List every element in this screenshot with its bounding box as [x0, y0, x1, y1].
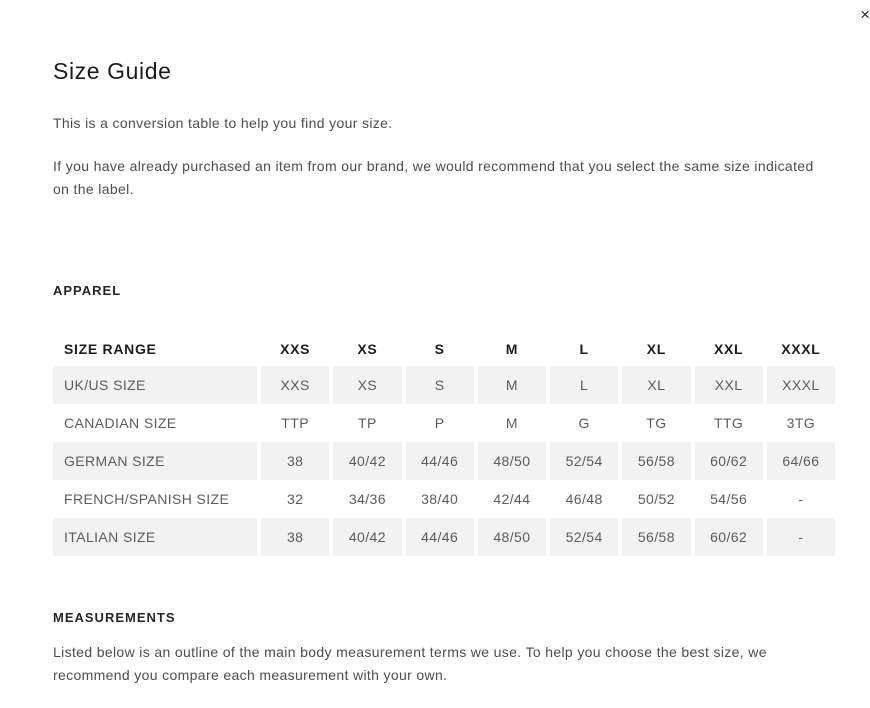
size-value-cell: 40/42	[333, 518, 401, 556]
measurements-paragraph: Listed below is an outline of the main body measurement terms we use. To help you choose the best size, we recommend you compare each measurement with your own.	[53, 644, 767, 683]
row-label: GERMAN SIZE	[53, 442, 257, 480]
size-value-cell: TTP	[281, 415, 309, 431]
size-value-cell: 44/46	[406, 518, 474, 556]
size-table-body	[53, 366, 835, 556]
size-value-cell: XXL	[695, 366, 763, 404]
intro-paragraph-1: This is a conversion table to help you find your size.	[53, 115, 393, 131]
size-table-header-cell: M	[505, 341, 519, 357]
table-row	[53, 480, 835, 518]
size-value-cell: 60/62	[695, 442, 763, 480]
size-table-header-cell: L	[579, 341, 589, 357]
size-value-cell: 56/58	[622, 518, 690, 556]
page-title: Size Guide	[53, 58, 172, 84]
size-value-cell: TG	[646, 415, 667, 431]
table-row	[53, 366, 835, 404]
apparel-section-heading: APPAREL	[53, 283, 122, 298]
size-value-cell: 56/58	[622, 442, 690, 480]
size-value-cell: 34/36	[348, 491, 386, 507]
size-value-cell: 3TG	[786, 415, 816, 431]
row-label: CANADIAN SIZE	[64, 415, 177, 431]
size-value-cell: 38/40	[421, 491, 459, 507]
size-value-cell: 52/54	[550, 518, 618, 556]
size-value-cell: XXXL	[767, 366, 835, 404]
size-value-cell: 48/50	[478, 442, 546, 480]
size-value-cell: 32	[286, 491, 304, 507]
size-table-header-cell: XS	[357, 341, 378, 357]
size-value-cell: M	[478, 366, 546, 404]
intro-paragraph-2: If you have already purchased an item from our brand, we would recommend that you select the same size indicated on the label.	[53, 158, 814, 197]
size-table-header-cell: XXXL	[781, 341, 821, 357]
row-label: UK/US SIZE	[53, 366, 257, 404]
size-value-cell: S	[406, 366, 474, 404]
size-value-cell: 60/62	[695, 518, 763, 556]
size-conversion-table	[53, 332, 835, 556]
size-value-cell: 50/52	[637, 491, 675, 507]
size-value-cell: XS	[333, 366, 401, 404]
table-row	[53, 404, 835, 442]
size-value-cell: P	[434, 415, 445, 431]
row-label: ITALIAN SIZE	[53, 518, 257, 556]
size-value-cell: 42/44	[493, 491, 531, 507]
row-label: FRENCH/SPANISH SIZE	[64, 491, 230, 507]
size-table-header-cell: XXL	[713, 341, 744, 357]
size-value-cell: 64/66	[767, 442, 835, 480]
size-value-cell: 40/42	[333, 442, 401, 480]
size-value-cell: M	[505, 415, 518, 431]
close-icon[interactable]: ×	[860, 5, 870, 24]
table-row	[53, 518, 835, 556]
size-value-cell: 48/50	[478, 518, 546, 556]
size-value-cell: XXS	[261, 366, 329, 404]
size-value-cell: 44/46	[406, 442, 474, 480]
size-value-cell: TP	[358, 415, 377, 431]
size-table-header-row	[53, 332, 835, 366]
size-value-cell: 38	[261, 518, 329, 556]
size-table-header-cell: S	[434, 341, 445, 357]
size-table-header-cell: XXS	[280, 341, 311, 357]
size-value-cell: TTG	[714, 415, 744, 431]
table-row	[53, 442, 835, 480]
size-value-cell: 52/54	[550, 442, 618, 480]
size-value-cell: G	[578, 415, 590, 431]
size-table-header-label: SIZE RANGE	[64, 341, 157, 357]
size-value-cell: XL	[622, 366, 690, 404]
size-table-header-cell: XL	[646, 341, 667, 357]
size-value-cell: 38	[261, 442, 329, 480]
measurements-section-heading: MEASUREMENTS	[53, 610, 176, 625]
size-value-cell: 54/56	[710, 491, 748, 507]
size-value-cell: -	[767, 518, 835, 556]
size-value-cell: L	[550, 366, 618, 404]
size-value-cell: -	[798, 491, 804, 507]
size-value-cell: 46/48	[565, 491, 603, 507]
